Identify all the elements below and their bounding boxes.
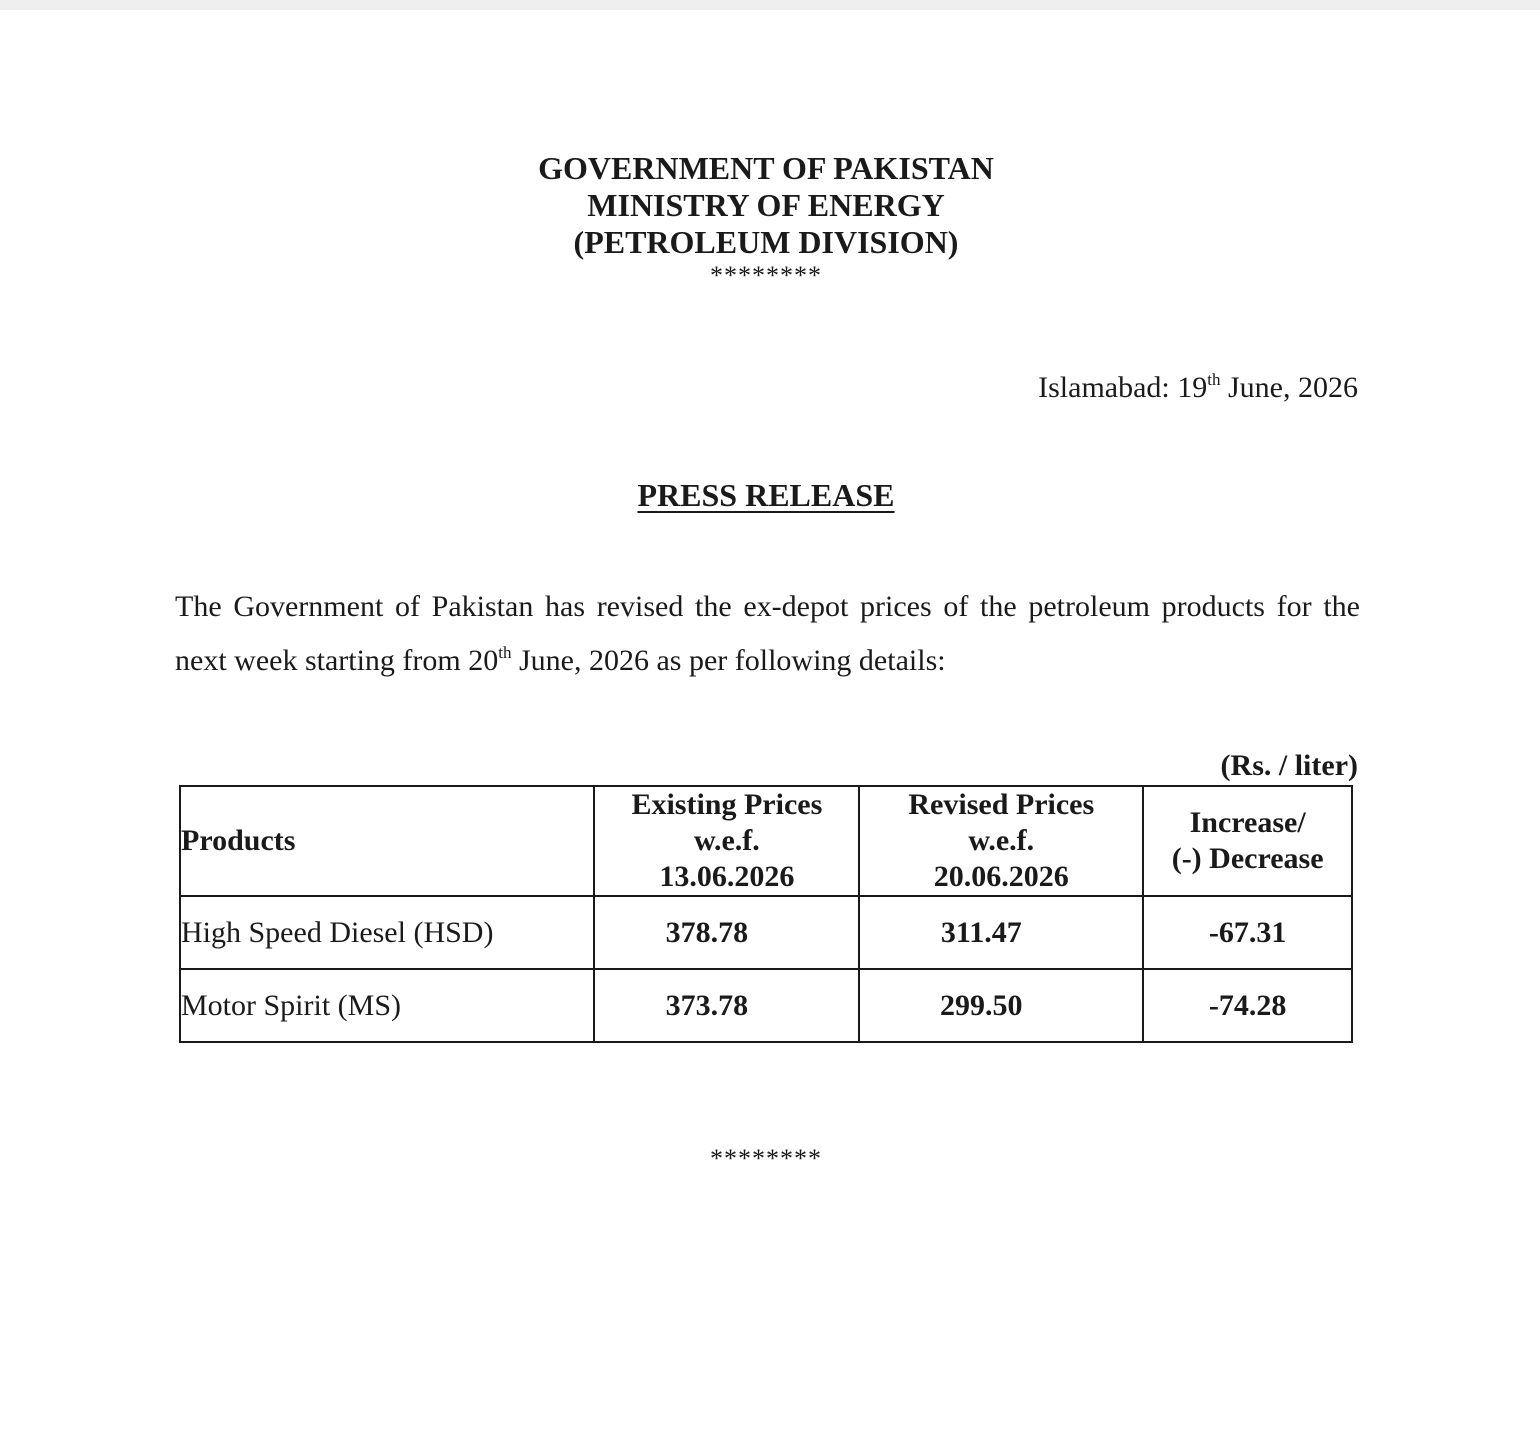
body-paragraph xyxy=(175,580,1360,688)
product-name: Motor Spirit (MS) xyxy=(180,969,594,1042)
dateline-place: Islamabad: 19 xyxy=(1038,371,1208,404)
letterhead-division: (PETROLEUM DIVISION) xyxy=(573,224,959,260)
table-unit: (Rs. / liter) xyxy=(1220,749,1358,782)
press-release-title: PRESS RELEASE xyxy=(637,477,895,513)
letterhead-separator: ******** xyxy=(710,261,822,290)
letterhead xyxy=(466,150,1066,289)
existing-price: 373.78 xyxy=(594,969,859,1042)
dateline xyxy=(1038,368,1358,408)
body-suffix: th xyxy=(498,643,512,662)
letterhead-ministry: MINISTRY OF ENERGY xyxy=(587,187,945,223)
header-increase-decrease: Increase/ (-) Decrease xyxy=(1143,786,1352,896)
letterhead-government: GOVERNMENT OF PAKISTAN xyxy=(538,150,994,186)
table-header-row xyxy=(180,786,1352,896)
dateline-suffix: th xyxy=(1207,370,1221,389)
dateline-rest: June, 2026 xyxy=(1220,371,1358,404)
price-change: -74.28 xyxy=(1143,969,1352,1042)
footer-separator: ******** xyxy=(710,1144,822,1173)
revised-price: 311.47 xyxy=(859,896,1143,969)
body-part1: The Government of Pakistan has revised the ex-depot prices of the petroleum products for the next week starting from 20 xyxy=(175,590,1360,677)
body-part2: June, 2026 as per following details: xyxy=(511,644,946,677)
header-products: Products xyxy=(180,786,594,896)
table-row xyxy=(180,896,1352,969)
top-bar xyxy=(0,0,1540,10)
revised-price: 299.50 xyxy=(859,969,1143,1042)
header-revised-prices: Revised Prices w.e.f. 20.06.2026 xyxy=(859,786,1143,896)
product-name: High Speed Diesel (HSD) xyxy=(180,896,594,969)
price-change: -67.31 xyxy=(1143,896,1352,969)
price-table xyxy=(179,785,1353,1043)
table-row xyxy=(180,969,1352,1042)
header-existing-prices: Existing Prices w.e.f. 13.06.2026 xyxy=(594,786,859,896)
existing-price: 378.78 xyxy=(594,896,859,969)
